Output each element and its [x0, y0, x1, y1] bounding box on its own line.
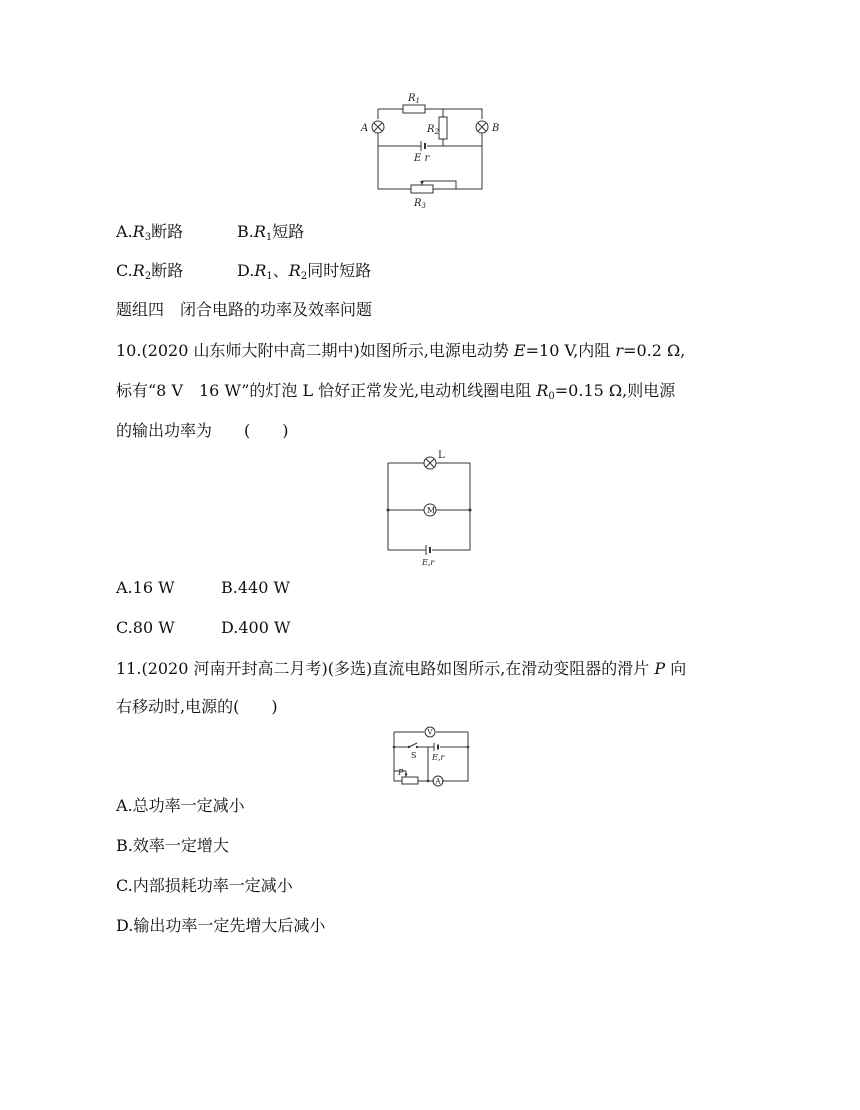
circuit-figure-2: [380, 452, 475, 567]
q10-option-a: A.16 W: [116, 578, 175, 597]
switch-icon: [408, 743, 418, 748]
svg-text:A: A: [361, 123, 369, 134]
svg-text:P: P: [398, 768, 404, 777]
svg-text:S: S: [411, 751, 417, 760]
svg-text:E,r: E,r: [422, 558, 435, 567]
svg-text:E r: E r: [414, 153, 430, 164]
lamp-b-icon: [476, 121, 488, 133]
svg-text:A: A: [435, 777, 441, 786]
section-heading: 题组四 闭合电路的功率及效率问题: [116, 300, 373, 319]
lamp-l-icon: [424, 457, 436, 469]
lamp-a-icon: [372, 121, 384, 133]
circuit-figure-1: [355, 88, 505, 213]
q11-line-2: 右移动时,电源的( ): [116, 697, 278, 716]
svg-text:M: M: [427, 506, 436, 515]
svg-text:R3: $R_3$: [414, 198, 426, 210]
rheostat: [402, 777, 418, 784]
q11-option-d: D.输出功率一定先增大后减小: [116, 916, 326, 935]
q10-line-3: 的输出功率为 ( ): [116, 421, 289, 440]
q11-line-1: 11.(2020 河南开封高二月考)(多选)直流电路如图所示,在滑动变阻器的滑片 P 向: [116, 659, 687, 678]
q10-option-b: B.440 W: [221, 578, 290, 597]
q10-option-d: D.400 W: [221, 618, 291, 637]
svg-text:B: B: [492, 123, 500, 134]
q11-option-a: A.总功率一定减小: [116, 796, 245, 815]
q10-line-1: 10.(2020 山东师大附中高二期中)如图所示,电源电动势 E=10 V,内阻 r=0.2 Ω,: [116, 341, 686, 360]
q10-line-2: 标有“8 V 16 W”的灯泡 L 恰好正常发光,电动机线圈电阻 $R_0=0.15$ Ω,则电源: [116, 381, 676, 402]
resistor-r2: [439, 117, 447, 139]
resistor-r1: [403, 105, 425, 113]
q9-option-d: $D.R_1$、$R_2$同时短路: [237, 261, 372, 282]
q9-option-c: $C.R_2$断路: [116, 261, 184, 282]
q11-option-b: B.效率一定增大: [116, 836, 229, 855]
q9-option-b: $B.R_1$短路: [237, 222, 305, 243]
svg-text:R2: $R_2$: [427, 124, 439, 136]
svg-text:L: L: [438, 450, 445, 461]
svg-text:E,r: E,r: [432, 753, 445, 762]
rheostat-r3: [411, 185, 433, 193]
svg-text:V: V: [427, 728, 433, 737]
q11-option-c: C.内部损耗功率一定减小: [116, 876, 293, 895]
q10-option-c: C.80 W: [116, 618, 175, 637]
q9-option-a: $A.R_3$断路: [116, 222, 184, 243]
circuit-figure-3: [388, 725, 473, 790]
svg-text:R1: $R_1$: [408, 93, 420, 105]
